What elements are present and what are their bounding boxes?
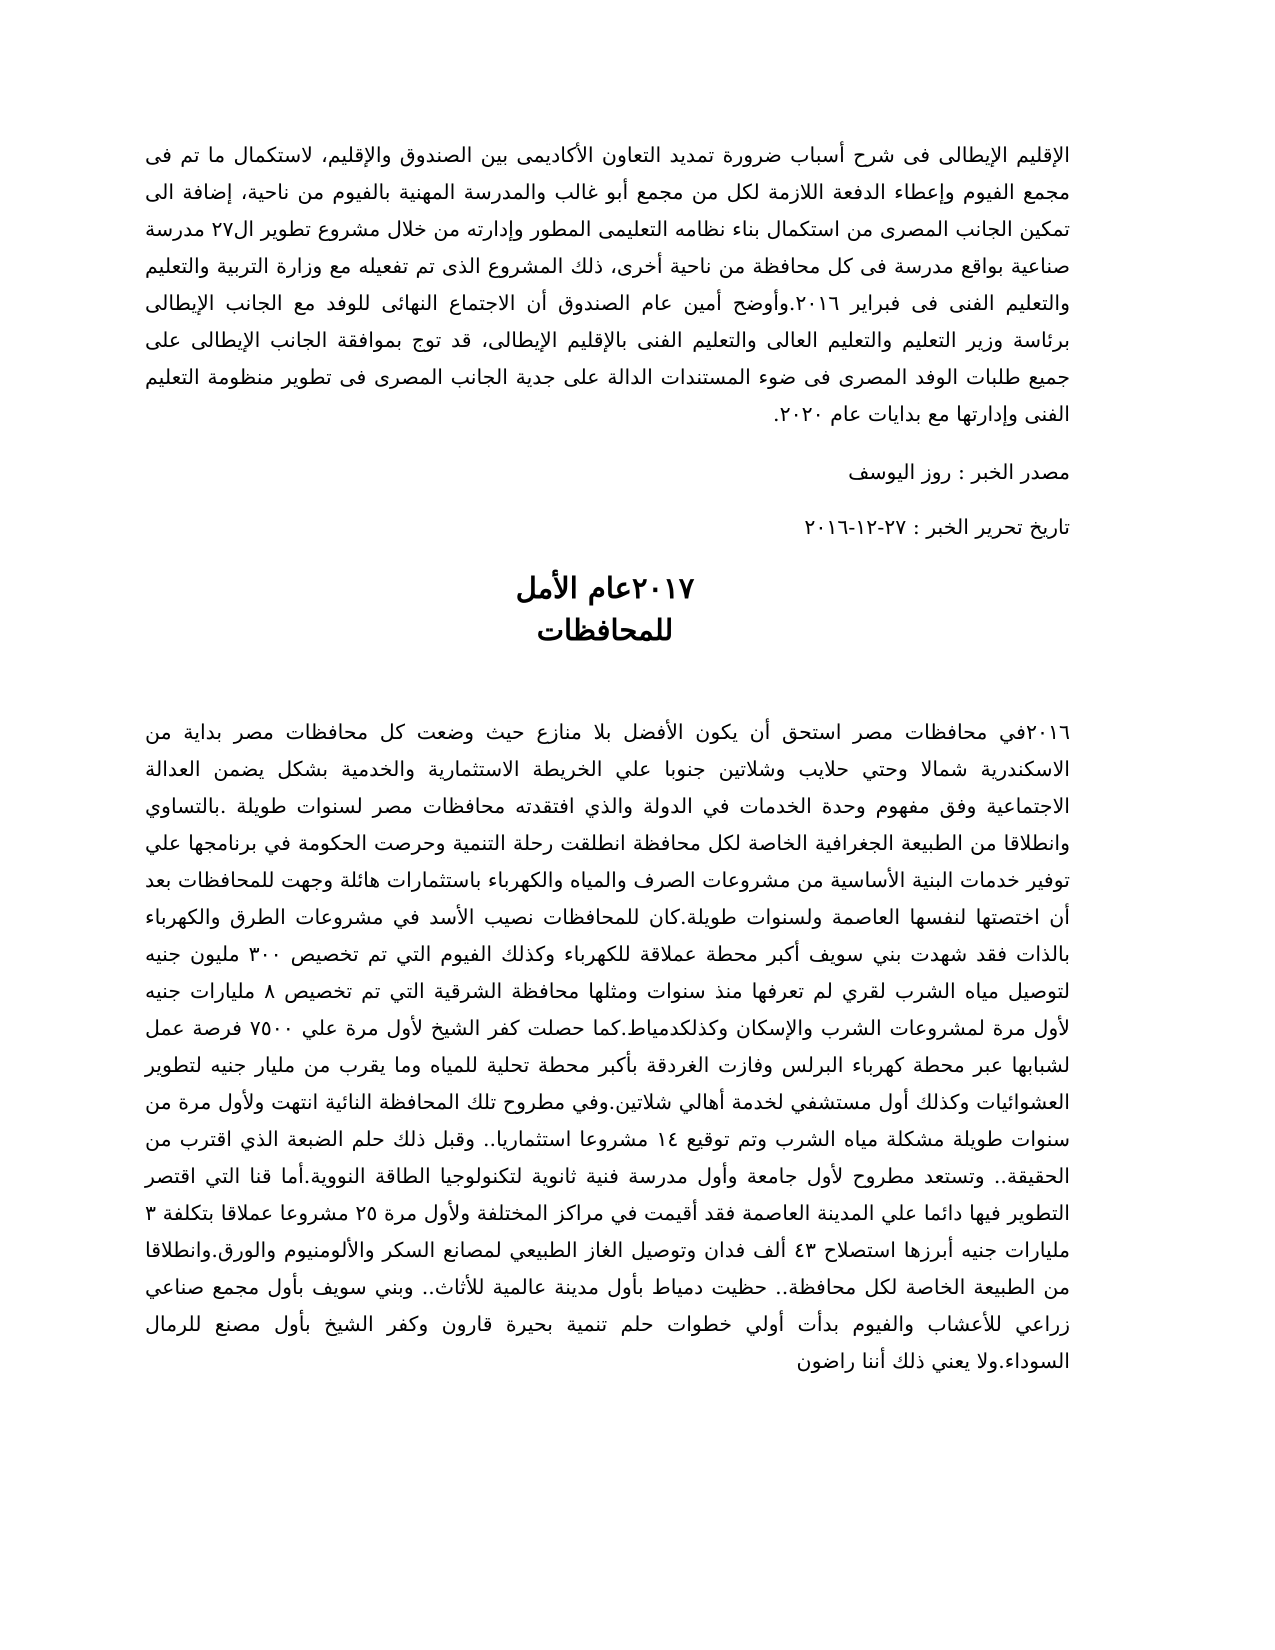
top-paragraph: الإقليم الإيطالى فى شرح أسباب ضرورة تمديد التعاون الأكاديمى بين الصندوق والإقليم، لاستكمال ما تم فى مجمع الفيوم وإعطاء الدفعة اللازمة لكل من مجمع أبو غالب والمدرسة المهنية بالفيوم من ناحية، إضافة الى تمكين الجانب المصرى من استكمال بناء نظامه التعليمى المطور وإدارته من خلال مشروع تطوير ال٢٧ مدرسة صناعية بواقع مدرسة فى كل محافظة من ناحية أخرى، ذلك المشروع الذى تم تفعيله مع وزارة التربية والتعليم والتعليم الفنى فى فبراير ٢٠١٦.وأوضح أمين عام الصندوق أن الاجتماع النهائى للوفد مع الجانب الإيطالى برئاسة وزير التعليم والتعليم العالى والتعليم الفنى بالإقليم الإيطالى، قد توج بموافقة الجانب الإيطالى على جميع طلبات الوفد المصرى فى ضوء المستندات الدالة على جدية الجانب المصرى فى تطوير منظومة التعليم الفنى وإدارتها مع بدايات عام ٢٠٢٠. (145, 143, 1071, 426)
news-source-line: مصدر الخبر : روز اليوسف (848, 460, 1070, 484)
article-title-line-1: ٢٠١٧عام الأمل (515, 571, 695, 605)
article-title-line-2: للمحافظات (536, 613, 674, 647)
article-title (0, 567, 1210, 651)
article-body-paragraph: ٢٠١٦في محافظات مصر استحق أن يكون الأفضل بلا منازع حيث وضعت كل محافظات مصر بداية من الاسكندرية شمالا وحتي حلايب وشلاتين جنوبا علي الخريطة الاستثمارية والخدمية بشكل يضمن العدالة الاجتماعية وفق مفهوم وحدة الخدمات في الدولة والذي افتقدته محافظات مصر لسنوات طويلة .بالتساوي وانطلاقا من الطبيعة الجغرافية الخاصة لكل محافظة انطلقت رحلة التنمية وحرصت الحكومة في برنامجها علي توفير خدمات البنية الأساسية من مشروعات الصرف والمياه والكهرباء باستثمارات هائلة وجهت للمحافظات بعد أن اختصتها لنفسها العاصمة ولسنوات طويلة.كان للمحافظات نصيب الأسد في مشروعات الطرق والكهرباء بالذات فقد شهدت بني سويف أكبر محطة عملاقة للكهرباء وكذلك الفيوم التي تم تخصيص ٣٠٠ مليون جنيه لتوصيل مياه الشرب لقري لم تعرفها منذ سنوات ومثلها محافظة الشرقية التي تم تخصيص ٨ مليارات جنيه لأول مرة لمشروعات الشرب والإسكان وكذلكدمياط.كما حصلت كفر الشيخ لأول مرة علي ٧٥٠٠ فرصة عمل لشبابها عبر محطة كهرباء البرلس وفازت الغردقة بأكبر محطة تحلية للمياه وما يقرب من مليار جنيه لتطوير العشوائيات وكذلك أول مستشفي لخدمة أهالي شلاتين.وفي مطروح تلك المحافظة النائية انتهت ولأول مرة من سنوات طويلة مشكلة مياه الشرب وتم توقيع ١٤ مشروعا استثماريا.. وقبل ذلك حلم الضبعة الذي اقترب من الحقيقة.. وتستعد مطروح لأول جامعة وأول مدرسة فنية ثانوية لتكنولوجيا الطاقة النووية.أما قنا التي اقتصر التطوير فيها دائما علي المدينة العاصمة فقد أقيمت في مراكز المختلفة ولأول مرة ٢٥ مشروعا عملاقا بتكلفة ٣ مليارات جنيه أبرزها استصلاح ٤٣ ألف فدان وتوصيل الغاز الطبيعي لمصانع السكر والألومنيوم والورق.وانطلاقا من الطبيعة الخاصة لكل محافظة.. حظيت دمياط بأول مدينة عالمية للأثاث.. وبني سويف بأول مجمع صناعي زراعي للأعشاب والفيوم بدأت أولي خطوات حلم تنمية بحيرة قارون وكفر الشيخ بأول مصنع للرمال السوداء.ولا يعني ذلك أننا راضون (145, 720, 1070, 1373)
news-date-line: تاريخ تحرير الخبر : ٢٧-١٢-٢٠١٦ (804, 515, 1070, 539)
